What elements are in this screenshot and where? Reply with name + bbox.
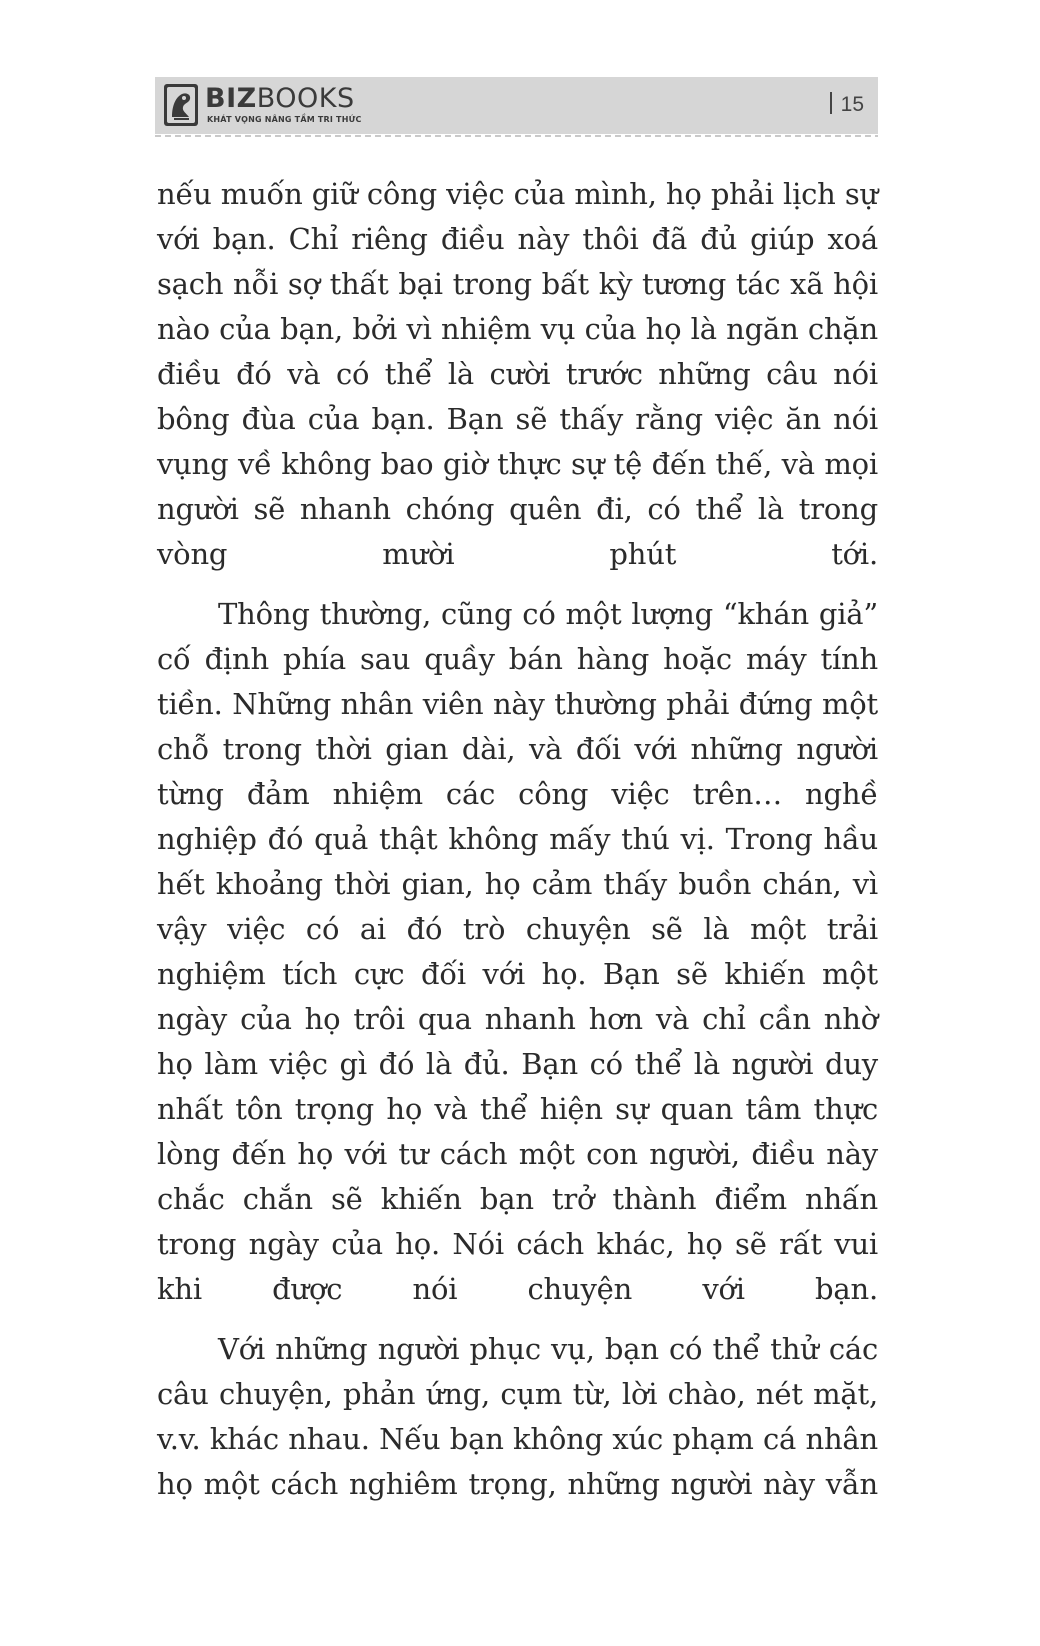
brand-name-bold: BIZ bbox=[205, 83, 257, 114]
page-number-divider bbox=[830, 92, 832, 114]
page-number-value: 15 bbox=[840, 93, 864, 116]
paragraph-continued: nếu muốn giữ công việc của mình, họ phải lịch sự với bạn. Chỉ riêng điều này thôi đã đủ giúp xoá sạch nỗi sợ thất bại trong bất kỳ tương tác xã hội nào của bạn, bởi vì nhiệm vụ của họ là ngăn chặn điều đó và có thể là cười trước những câu nói bông đùa của bạn. Bạn sẽ thấy rằng việc ăn nói vụng về không bao giờ thực sự tệ đến thế, và mọi người sẽ nhanh chóng quên đi, có thể là trong vòng mười phút tới. bbox=[157, 177, 878, 571]
brand-tagline: KHÁT VỌNG NÂNG TẦM TRI THỨC bbox=[207, 115, 362, 124]
paragraph: Thông thường, cũng có một lượng “khán giả” cố định phía sau quầy bán hàng hoặc máy tính tiền. Những nhân viên này thường phải đứng một chỗ trong thời gian dài, và đối với những người từng đảm nhiệm các công việc trên… nghề nghiệp đó quả thật không mấy thú vị. Trong hầu hết khoảng thời gian, họ cảm thấy buồn chán, vì vậy việc có ai đó trò chuyện sẽ là một trải nghiệm tích cực đối với họ. Bạn sẽ khiến một ngày của họ trôi qua nhanh hơn và chỉ cần nhờ họ làm việc gì đó là đủ. Bạn có thể là người duy nhất tôn trọng họ và thể hiện sự quan tâm thực lòng đến họ với tư cách một con người, điều này chắc chắn sẽ khiến bạn trở thành điểm nhấn trong ngày của họ. Nói cách khác, họ sẽ rất vui khi được nói chuyện với bạn. bbox=[157, 597, 878, 1306]
paragraph: Với những người phục vụ, bạn có thể thử các câu chuyện, phản ứng, cụm từ, lời chào, nét mặt, v.v. khác nhau. Nếu bạn không xúc phạm cá nhân họ một cách nghiêm trọng, những người này vẫn bbox=[157, 1332, 878, 1501]
bizbooks-logo-icon bbox=[163, 83, 199, 127]
page-body bbox=[157, 172, 878, 1507]
header-dashed-divider bbox=[155, 135, 878, 137]
brand-name-light: BOOKS bbox=[256, 83, 355, 114]
page-header bbox=[155, 77, 878, 134]
page-number bbox=[830, 92, 864, 117]
brand-name bbox=[205, 84, 355, 114]
